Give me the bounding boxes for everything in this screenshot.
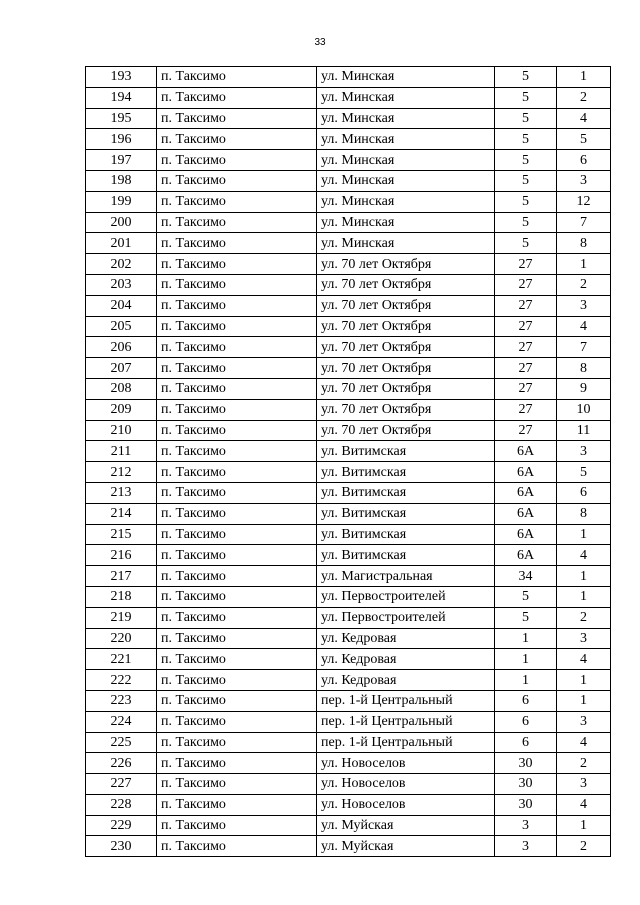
table-row bbox=[86, 212, 611, 233]
apartment-cell: 2 bbox=[557, 87, 611, 108]
apartment-cell: 3 bbox=[557, 441, 611, 462]
row-number: 224 bbox=[86, 711, 157, 732]
table-row bbox=[86, 233, 611, 254]
street-cell: ул. Магистральная bbox=[317, 566, 495, 587]
table-row bbox=[86, 129, 611, 150]
street-cell: ул. 70 лет Октября bbox=[317, 420, 495, 441]
table-row bbox=[86, 108, 611, 129]
house-cell: 6А bbox=[495, 524, 557, 545]
table-row bbox=[86, 420, 611, 441]
apartment-cell: 3 bbox=[557, 628, 611, 649]
apartment-cell: 1 bbox=[557, 670, 611, 691]
apartment-cell: 1 bbox=[557, 254, 611, 275]
house-cell: 27 bbox=[495, 358, 557, 379]
street-cell: ул. 70 лет Октября bbox=[317, 295, 495, 316]
house-cell: 5 bbox=[495, 607, 557, 628]
apartment-cell: 3 bbox=[557, 170, 611, 191]
row-number: 225 bbox=[86, 732, 157, 753]
row-number: 227 bbox=[86, 774, 157, 795]
house-cell: 27 bbox=[495, 378, 557, 399]
street-cell: пер. 1-й Центральный bbox=[317, 732, 495, 753]
locality-cell: п. Таксимо bbox=[157, 254, 317, 275]
apartment-cell: 7 bbox=[557, 212, 611, 233]
apartment-cell: 4 bbox=[557, 108, 611, 129]
table-row bbox=[86, 649, 611, 670]
table-row bbox=[86, 711, 611, 732]
table-row bbox=[86, 503, 611, 524]
street-cell: ул. Первостроителей bbox=[317, 607, 495, 628]
row-number: 223 bbox=[86, 690, 157, 711]
apartment-cell: 4 bbox=[557, 794, 611, 815]
locality-cell: п. Таксимо bbox=[157, 836, 317, 857]
row-number: 201 bbox=[86, 233, 157, 254]
locality-cell: п. Таксимо bbox=[157, 607, 317, 628]
house-cell: 6А bbox=[495, 545, 557, 566]
locality-cell: п. Таксимо bbox=[157, 337, 317, 358]
table-row bbox=[86, 358, 611, 379]
apartment-cell: 3 bbox=[557, 774, 611, 795]
table-row bbox=[86, 170, 611, 191]
street-cell: ул. 70 лет Октября bbox=[317, 378, 495, 399]
street-cell: ул. 70 лет Октября bbox=[317, 316, 495, 337]
locality-cell: п. Таксимо bbox=[157, 170, 317, 191]
street-cell: ул. Минская bbox=[317, 170, 495, 191]
apartment-cell: 2 bbox=[557, 753, 611, 774]
street-cell: ул. 70 лет Октября bbox=[317, 358, 495, 379]
row-number: 221 bbox=[86, 649, 157, 670]
street-cell: ул. Муйская bbox=[317, 815, 495, 836]
locality-cell: п. Таксимо bbox=[157, 87, 317, 108]
house-cell: 27 bbox=[495, 337, 557, 358]
locality-cell: п. Таксимо bbox=[157, 503, 317, 524]
row-number: 206 bbox=[86, 337, 157, 358]
locality-cell: п. Таксимо bbox=[157, 67, 317, 88]
table-row bbox=[86, 836, 611, 857]
table-row bbox=[86, 441, 611, 462]
street-cell: ул. Кедровая bbox=[317, 649, 495, 670]
apartment-cell: 1 bbox=[557, 586, 611, 607]
apartment-cell: 4 bbox=[557, 649, 611, 670]
locality-cell: п. Таксимо bbox=[157, 295, 317, 316]
table-row bbox=[86, 566, 611, 587]
apartment-cell: 10 bbox=[557, 399, 611, 420]
street-cell: ул. Минская bbox=[317, 212, 495, 233]
house-cell: 5 bbox=[495, 108, 557, 129]
apartment-cell: 1 bbox=[557, 67, 611, 88]
street-cell: ул. Витимская bbox=[317, 462, 495, 483]
street-cell: ул. Минская bbox=[317, 233, 495, 254]
locality-cell: п. Таксимо bbox=[157, 399, 317, 420]
row-number: 228 bbox=[86, 794, 157, 815]
locality-cell: п. Таксимо bbox=[157, 108, 317, 129]
row-number: 222 bbox=[86, 670, 157, 691]
house-cell: 27 bbox=[495, 274, 557, 295]
table-row bbox=[86, 524, 611, 545]
apartment-cell: 8 bbox=[557, 233, 611, 254]
locality-cell: п. Таксимо bbox=[157, 711, 317, 732]
apartment-cell: 3 bbox=[557, 711, 611, 732]
house-cell: 5 bbox=[495, 233, 557, 254]
street-cell: ул. Витимская bbox=[317, 441, 495, 462]
row-number: 204 bbox=[86, 295, 157, 316]
locality-cell: п. Таксимо bbox=[157, 150, 317, 171]
street-cell: ул. 70 лет Октября bbox=[317, 254, 495, 275]
row-number: 230 bbox=[86, 836, 157, 857]
locality-cell: п. Таксимо bbox=[157, 753, 317, 774]
row-number: 194 bbox=[86, 87, 157, 108]
apartment-cell: 6 bbox=[557, 150, 611, 171]
street-cell: ул. Минская bbox=[317, 129, 495, 150]
house-cell: 5 bbox=[495, 191, 557, 212]
row-number: 226 bbox=[86, 753, 157, 774]
locality-cell: п. Таксимо bbox=[157, 670, 317, 691]
street-cell: ул. Новоселов bbox=[317, 794, 495, 815]
address-table-body bbox=[86, 67, 611, 857]
house-cell: 6 bbox=[495, 690, 557, 711]
row-number: 199 bbox=[86, 191, 157, 212]
table-row bbox=[86, 462, 611, 483]
row-number: 208 bbox=[86, 378, 157, 399]
house-cell: 5 bbox=[495, 212, 557, 233]
house-cell: 5 bbox=[495, 586, 557, 607]
house-cell: 5 bbox=[495, 170, 557, 191]
row-number: 210 bbox=[86, 420, 157, 441]
house-cell: 30 bbox=[495, 753, 557, 774]
locality-cell: п. Таксимо bbox=[157, 815, 317, 836]
row-number: 220 bbox=[86, 628, 157, 649]
table-row bbox=[86, 586, 611, 607]
locality-cell: п. Таксимо bbox=[157, 212, 317, 233]
apartment-cell: 7 bbox=[557, 337, 611, 358]
apartment-cell: 2 bbox=[557, 607, 611, 628]
street-cell: ул. Витимская bbox=[317, 545, 495, 566]
table-row bbox=[86, 732, 611, 753]
table-row bbox=[86, 150, 611, 171]
street-cell: ул. Минская bbox=[317, 191, 495, 212]
apartment-cell: 2 bbox=[557, 836, 611, 857]
street-cell: ул. 70 лет Октября bbox=[317, 274, 495, 295]
table-row bbox=[86, 545, 611, 566]
apartment-cell: 1 bbox=[557, 815, 611, 836]
street-cell: ул. 70 лет Октября bbox=[317, 399, 495, 420]
table-row bbox=[86, 316, 611, 337]
row-number: 214 bbox=[86, 503, 157, 524]
house-cell: 3 bbox=[495, 815, 557, 836]
street-cell: ул. Новоселов bbox=[317, 774, 495, 795]
house-cell: 27 bbox=[495, 254, 557, 275]
locality-cell: п. Таксимо bbox=[157, 794, 317, 815]
row-number: 198 bbox=[86, 170, 157, 191]
table-row bbox=[86, 337, 611, 358]
row-number: 197 bbox=[86, 150, 157, 171]
house-cell: 3 bbox=[495, 836, 557, 857]
locality-cell: п. Таксимо bbox=[157, 628, 317, 649]
house-cell: 30 bbox=[495, 794, 557, 815]
row-number: 212 bbox=[86, 462, 157, 483]
table-row bbox=[86, 607, 611, 628]
apartment-cell: 3 bbox=[557, 295, 611, 316]
locality-cell: п. Таксимо bbox=[157, 462, 317, 483]
house-cell: 1 bbox=[495, 628, 557, 649]
address-table bbox=[85, 66, 611, 857]
street-cell: ул. Кедровая bbox=[317, 670, 495, 691]
page-number: 33 bbox=[314, 37, 326, 48]
table-row bbox=[86, 67, 611, 88]
apartment-cell: 11 bbox=[557, 420, 611, 441]
row-number: 219 bbox=[86, 607, 157, 628]
table-row bbox=[86, 753, 611, 774]
house-cell: 6 bbox=[495, 711, 557, 732]
locality-cell: п. Таксимо bbox=[157, 233, 317, 254]
row-number: 218 bbox=[86, 586, 157, 607]
house-cell: 6А bbox=[495, 441, 557, 462]
table-row bbox=[86, 774, 611, 795]
apartment-cell: 4 bbox=[557, 545, 611, 566]
house-cell: 27 bbox=[495, 316, 557, 337]
row-number: 195 bbox=[86, 108, 157, 129]
table-row bbox=[86, 794, 611, 815]
table-row bbox=[86, 482, 611, 503]
table-row bbox=[86, 295, 611, 316]
locality-cell: п. Таксимо bbox=[157, 649, 317, 670]
apartment-cell: 1 bbox=[557, 566, 611, 587]
house-cell: 6А bbox=[495, 503, 557, 524]
row-number: 216 bbox=[86, 545, 157, 566]
house-cell: 6А bbox=[495, 482, 557, 503]
apartment-cell: 2 bbox=[557, 274, 611, 295]
apartment-cell: 4 bbox=[557, 316, 611, 337]
row-number: 193 bbox=[86, 67, 157, 88]
locality-cell: п. Таксимо bbox=[157, 191, 317, 212]
locality-cell: п. Таксимо bbox=[157, 586, 317, 607]
house-cell: 27 bbox=[495, 420, 557, 441]
row-number: 229 bbox=[86, 815, 157, 836]
apartment-cell: 8 bbox=[557, 503, 611, 524]
row-number: 217 bbox=[86, 566, 157, 587]
locality-cell: п. Таксимо bbox=[157, 690, 317, 711]
table-row bbox=[86, 815, 611, 836]
table-row bbox=[86, 670, 611, 691]
house-cell: 27 bbox=[495, 295, 557, 316]
house-cell: 30 bbox=[495, 774, 557, 795]
house-cell: 5 bbox=[495, 129, 557, 150]
row-number: 211 bbox=[86, 441, 157, 462]
table-row bbox=[86, 87, 611, 108]
table-row bbox=[86, 628, 611, 649]
locality-cell: п. Таксимо bbox=[157, 129, 317, 150]
row-number: 213 bbox=[86, 482, 157, 503]
table-row bbox=[86, 690, 611, 711]
street-cell: ул. Минская bbox=[317, 150, 495, 171]
street-cell: ул. Первостроителей bbox=[317, 586, 495, 607]
street-cell: ул. Муйская bbox=[317, 836, 495, 857]
table-row bbox=[86, 254, 611, 275]
row-number: 209 bbox=[86, 399, 157, 420]
locality-cell: п. Таксимо bbox=[157, 545, 317, 566]
row-number: 203 bbox=[86, 274, 157, 295]
street-cell: ул. Минская bbox=[317, 108, 495, 129]
locality-cell: п. Таксимо bbox=[157, 358, 317, 379]
street-cell: ул. Новоселов bbox=[317, 753, 495, 774]
house-cell: 34 bbox=[495, 566, 557, 587]
locality-cell: п. Таксимо bbox=[157, 274, 317, 295]
apartment-cell: 8 bbox=[557, 358, 611, 379]
table-row bbox=[86, 274, 611, 295]
table-row bbox=[86, 191, 611, 212]
house-cell: 5 bbox=[495, 150, 557, 171]
street-cell: ул. Минская bbox=[317, 67, 495, 88]
apartment-cell: 1 bbox=[557, 690, 611, 711]
street-cell: ул. 70 лет Октября bbox=[317, 337, 495, 358]
house-cell: 1 bbox=[495, 670, 557, 691]
house-cell: 27 bbox=[495, 399, 557, 420]
row-number: 207 bbox=[86, 358, 157, 379]
apartment-cell: 5 bbox=[557, 129, 611, 150]
house-cell: 5 bbox=[495, 87, 557, 108]
locality-cell: п. Таксимо bbox=[157, 566, 317, 587]
locality-cell: п. Таксимо bbox=[157, 774, 317, 795]
table-row bbox=[86, 399, 611, 420]
locality-cell: п. Таксимо bbox=[157, 316, 317, 337]
row-number: 202 bbox=[86, 254, 157, 275]
apartment-cell: 1 bbox=[557, 524, 611, 545]
street-cell: пер. 1-й Центральный bbox=[317, 711, 495, 732]
row-number: 196 bbox=[86, 129, 157, 150]
house-cell: 5 bbox=[495, 67, 557, 88]
locality-cell: п. Таксимо bbox=[157, 524, 317, 545]
row-number: 200 bbox=[86, 212, 157, 233]
street-cell: ул. Кедровая bbox=[317, 628, 495, 649]
locality-cell: п. Таксимо bbox=[157, 441, 317, 462]
street-cell: ул. Витимская bbox=[317, 503, 495, 524]
street-cell: ул. Витимская bbox=[317, 524, 495, 545]
apartment-cell: 4 bbox=[557, 732, 611, 753]
table-row bbox=[86, 378, 611, 399]
street-cell: ул. Минская bbox=[317, 87, 495, 108]
row-number: 215 bbox=[86, 524, 157, 545]
apartment-cell: 6 bbox=[557, 482, 611, 503]
apartment-cell: 5 bbox=[557, 462, 611, 483]
apartment-cell: 9 bbox=[557, 378, 611, 399]
locality-cell: п. Таксимо bbox=[157, 482, 317, 503]
house-cell: 6А bbox=[495, 462, 557, 483]
apartment-cell: 12 bbox=[557, 191, 611, 212]
locality-cell: п. Таксимо bbox=[157, 732, 317, 753]
street-cell: пер. 1-й Центральный bbox=[317, 690, 495, 711]
house-cell: 1 bbox=[495, 649, 557, 670]
locality-cell: п. Таксимо bbox=[157, 420, 317, 441]
street-cell: ул. Витимская bbox=[317, 482, 495, 503]
house-cell: 6 bbox=[495, 732, 557, 753]
row-number: 205 bbox=[86, 316, 157, 337]
locality-cell: п. Таксимо bbox=[157, 378, 317, 399]
